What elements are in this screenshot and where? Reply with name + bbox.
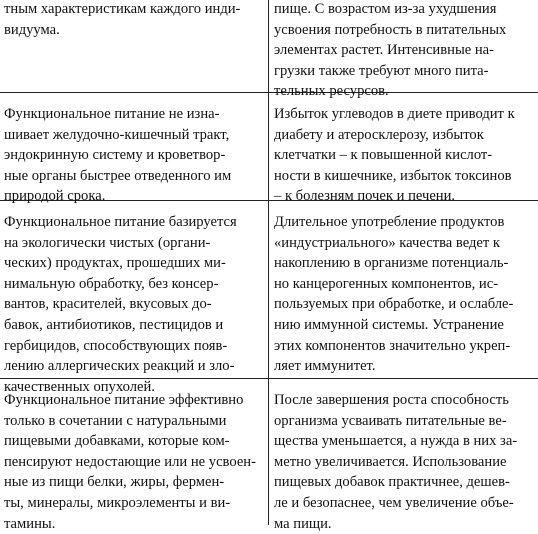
column-divider <box>268 0 269 525</box>
row-3-right-cell: Длительное употребление продуктов «индустриального» качества ведет к накоплению в организме потенциаль- но канцерогенных компонентов, ис- пользуемых при обработке, и ослабле- нию иммунной системы. Устранение этих компонентов значительно укреп- ляет иммунитет. <box>274 214 514 375</box>
row-2-right-cell: Избыток углеводов в диете приводит к диабету и атеросклерозу, избыток клетчатки – к повышенной кислот- ности в кишечнике, избыток токсинов – к болезням почек и печени. <box>274 106 515 205</box>
row-3-left-cell: Функциональное питание базируется на экологически чистых (органи- ческих) продуктах, прошедших ми- нимальную обработку, без консер- вантов, красителей, вкусовых до- бавок, антибиотиков, пестицидов и гербицидов, способствующих появ- лению аллергических реакций и зло- качественных опухолей. <box>4 214 237 395</box>
row-4-right-cell: После завершения роста способность организма усваивать питательные ве- щества уменьшается, а нужда в них за- метно увеличивается. Использование пищевых добавок практичнее, дешев- ле и безопаснее, чем увеличение объе- ма пищи. <box>274 392 518 532</box>
row-2-left-cell: Функциональное питание не изна- шивает желудочно-кишечный тракт, эндокринную систему и кроветвор- ные органы быстрее отведенного им природой срока. <box>4 106 232 205</box>
row-1-right-cell: пище. С возрастом из-за ухудшения усвоения потребность в питательных элементах растет. Интенсивные на- грузки также требуют много пита- тельных ресурсов. <box>274 1 507 100</box>
row-1-left-cell: тным характеристикам каждого инди- видуума. <box>4 1 241 38</box>
row-4-left-cell: Функциональное питание эффективно только в сочетании с натуральными пищевыми добавками, которые ком- пенсируют недостающие или не усвоен- ные из пищи белки, жиры, фермен- ты, минералы, микроэлементы и ви- тамины. <box>4 392 256 532</box>
